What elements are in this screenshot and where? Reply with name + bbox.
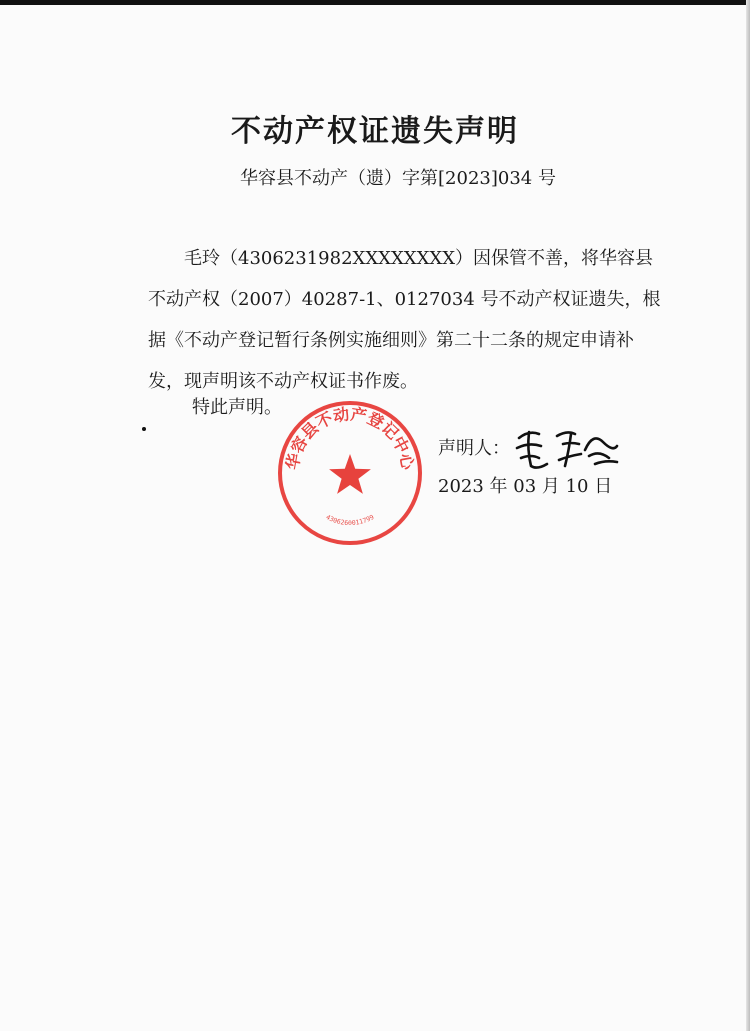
scan-speck (142, 427, 146, 431)
handwritten-signature (513, 420, 623, 476)
seal-org-name: 华容县不动产登记中心 (282, 404, 418, 472)
statement-body (148, 238, 668, 402)
declarant-label: 声明人： (438, 438, 510, 459)
statement-paragraph: 毛玲（4306231982XXXXXXXX）因保管不善，将华容县不动产权（2007）40287-1、0127034 号不动产权证遗失，根据《不动产登记暂行条例实施细则》第二十二条的规定申请补发，现声明该不动产权证书作废。 (148, 248, 661, 392)
declaration-date: 2023 年 03 月 10 日 (438, 476, 613, 497)
scan-edge-right (746, 0, 750, 1031)
seal-star-icon (329, 454, 371, 494)
scan-edge-top (0, 0, 750, 5)
closing-text: 特此声明。 (192, 397, 282, 418)
page-title: 不动产权证遗失声明 (231, 114, 519, 149)
seal-code: 4306260011799 (324, 513, 376, 528)
document-number: 华容县不动产（遗）字第[2023]034 号 (240, 168, 556, 189)
official-seal (275, 398, 425, 548)
